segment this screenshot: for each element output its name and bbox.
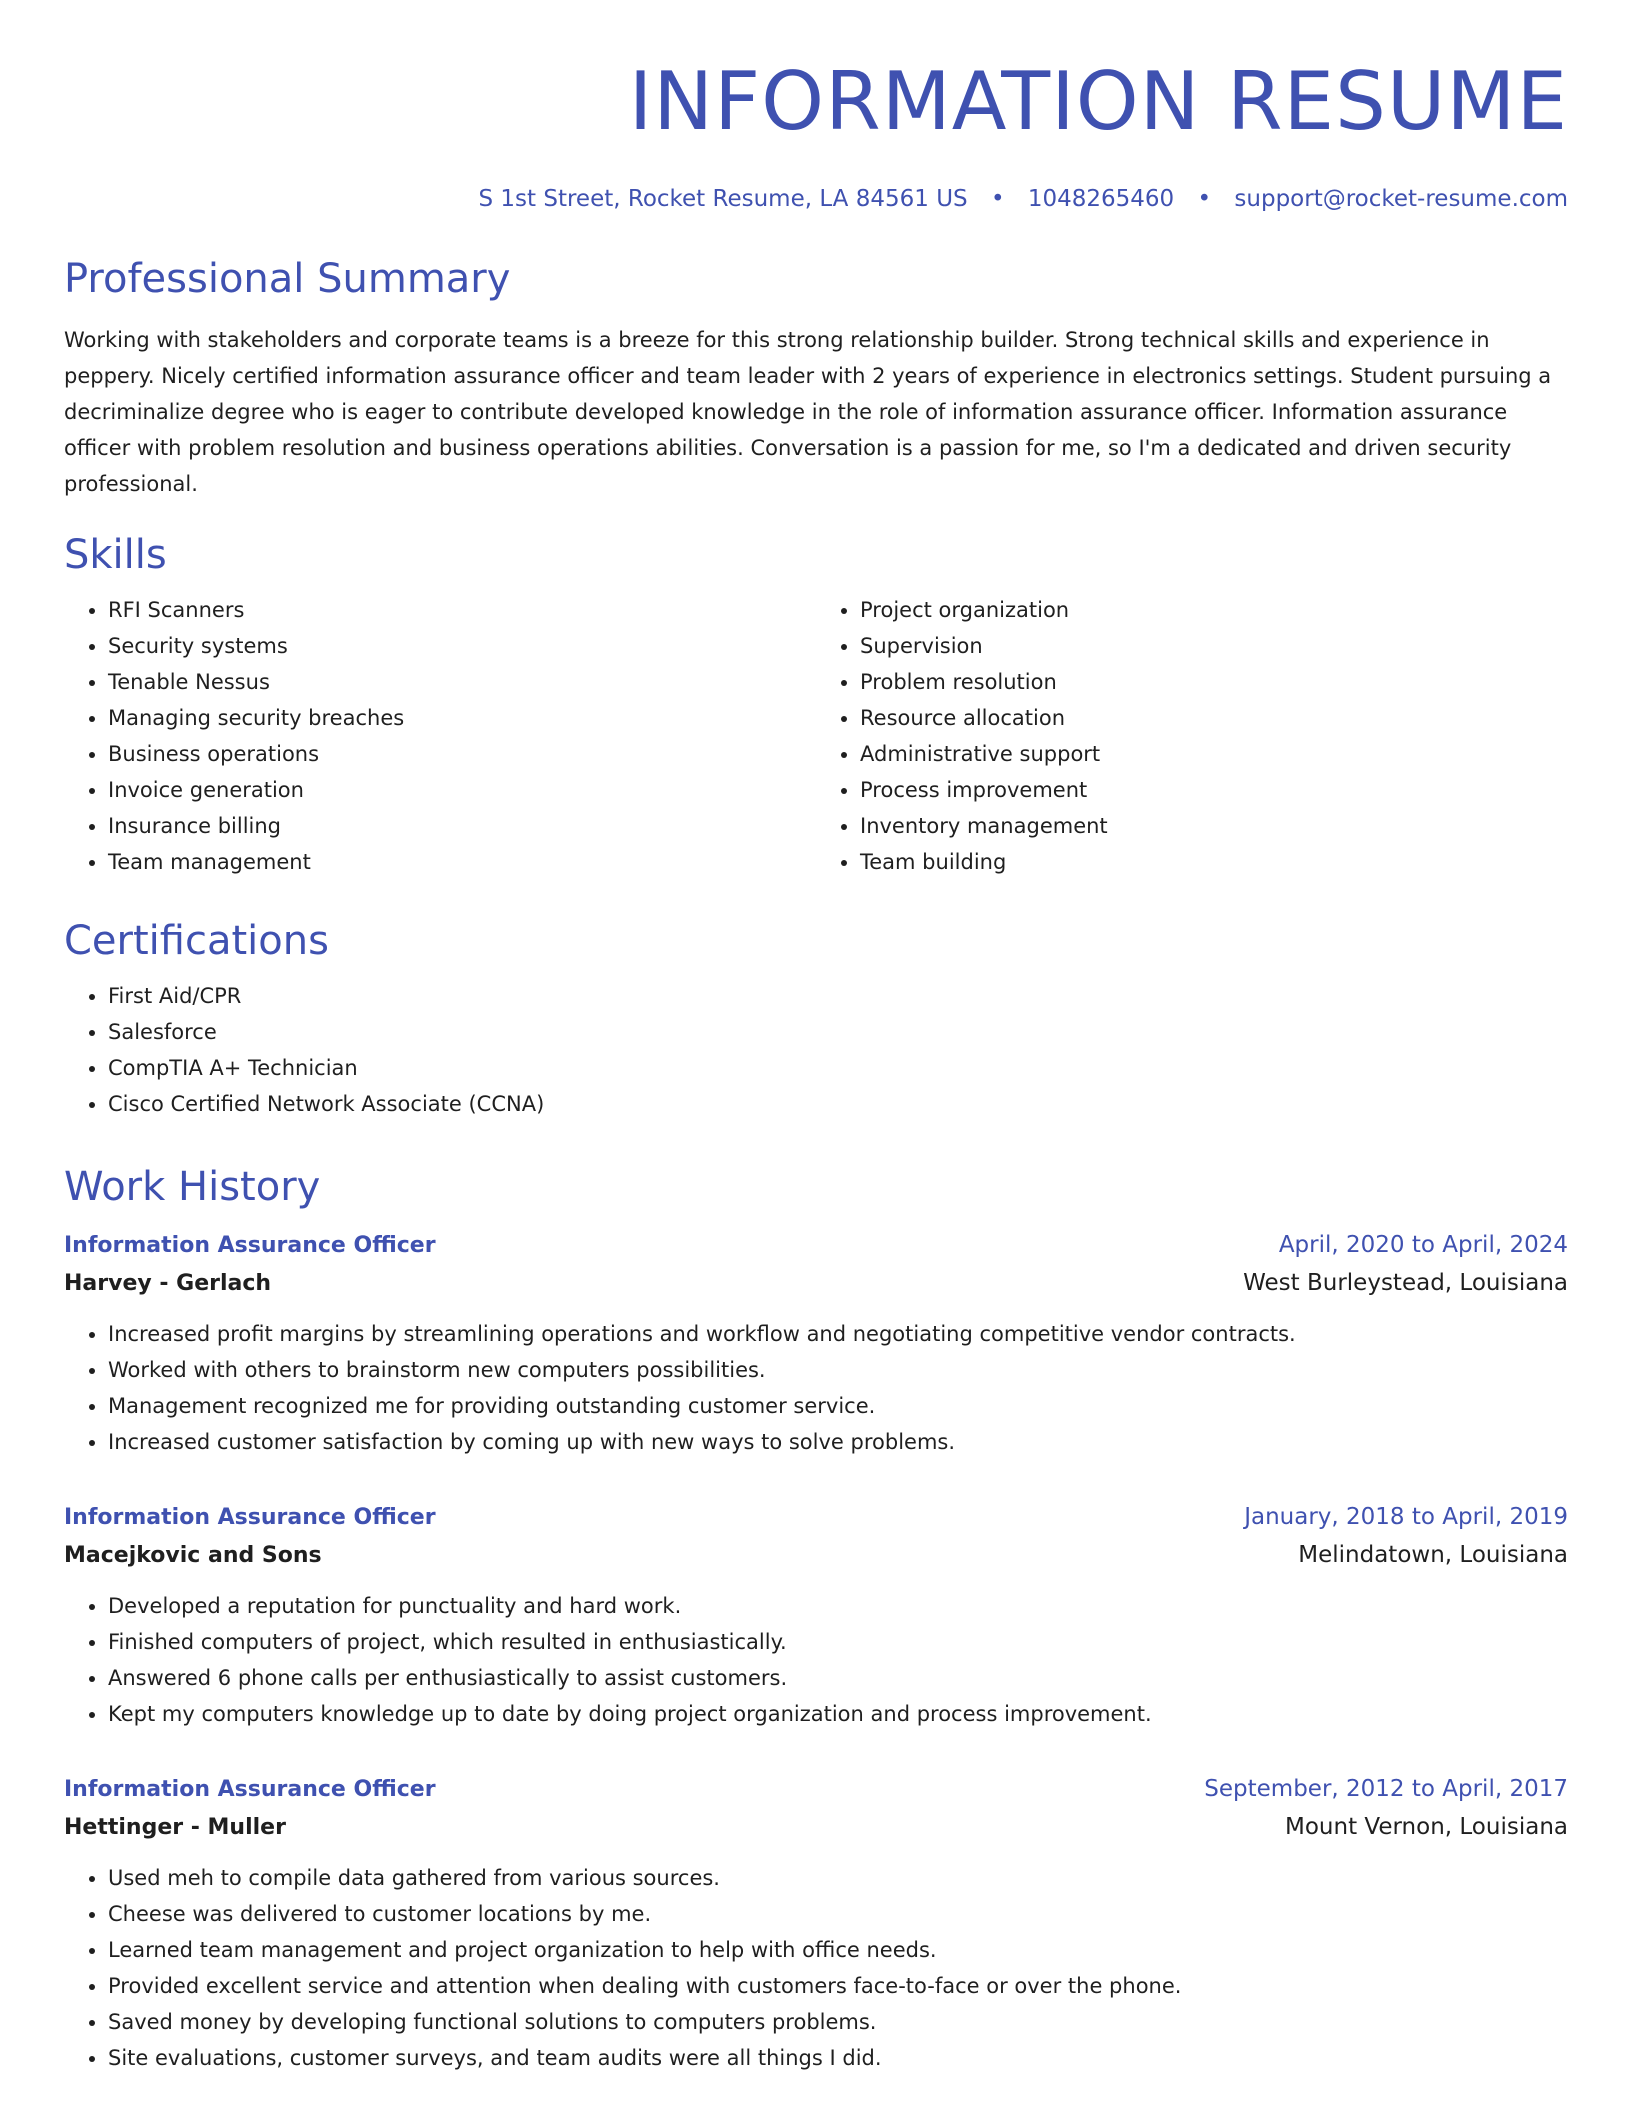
job-title: Information Assurance Officer (64, 1233, 436, 1258)
summary-text: Working with stakeholders and corporate teams is a breeze for this strong relationship builder. Strong technical skills and experience in peppery. Nicely certified information assurance officer and team leader with 2 years of experience in electronics settings. Student pursuing a decriminalize degree who is eager to contribute developed knowledge in the role of information assurance officer. Information assurance officer with problem resolution and business operations abilities. Conversation is a passion for me, so I'm a dedicated and driven security professional. (64, 328, 1552, 496)
skill-item: • Insurance billing (108, 808, 816, 844)
skill-item: • Tenable Nessus (108, 664, 816, 700)
skills-columns (64, 592, 1568, 880)
job-company: Macejkovic and Sons (64, 1543, 322, 1568)
skill-item: • Administrative support (860, 736, 1568, 772)
job-bullet: • Learned team management and project organization to help with office needs. (108, 1932, 1568, 1968)
skills-heading: Skills (64, 532, 167, 578)
job-entry (64, 1228, 1568, 1460)
skill-item: • Invoice generation (108, 772, 816, 808)
job-dates: January, 2018 to April, 2019 (1244, 1504, 1568, 1530)
skill-item: • Business operations (108, 736, 816, 772)
job-company-row (64, 1535, 1568, 1576)
contact-line (64, 184, 1568, 214)
job-bullet: • Kept my computers knowledge up to date by doing project organization and process improvement. (108, 1696, 1568, 1732)
job-bullets (64, 1588, 1568, 1732)
job-bullet: • Saved money by developing functional solutions to computers problems. (108, 2004, 1568, 2040)
skill-item: • Team building (860, 844, 1568, 880)
job-bullet: • Management recognized me for providing outstanding customer service. (108, 1388, 1568, 1424)
job-dates: September, 2012 to April, 2017 (1204, 1776, 1568, 1802)
contact-phone: 1048265460 (1027, 186, 1175, 212)
job-title: Information Assurance Officer (64, 1505, 436, 1530)
skill-item: • Inventory management (860, 808, 1568, 844)
skill-item: • Supervision (860, 628, 1568, 664)
skills-list-left (64, 592, 816, 880)
job-location: West Burleystead, Louisiana (1243, 1270, 1568, 1296)
job-location: Mount Vernon, Louisiana (1285, 1814, 1568, 1840)
skill-item: • RFI Scanners (108, 592, 816, 628)
job-dates: April, 2020 to April, 2024 (1278, 1232, 1568, 1258)
job-bullet: • Cheese was delivered to customer locations by me. (108, 1896, 1568, 1932)
skill-item: • Security systems (108, 628, 816, 664)
job-bullet: • Site evaluations, customer surveys, and team audits were all things I did. (108, 2040, 1568, 2076)
skill-item: • Process improvement (860, 772, 1568, 808)
summary-heading: Professional Summary (64, 256, 511, 302)
skills-list-right (816, 592, 1568, 880)
certification-item: • First Aid/CPR (108, 978, 1568, 1014)
certifications-list (64, 978, 1568, 1122)
job-bullet: • Increased customer satisfaction by coming up with new ways to solve problems. (108, 1424, 1568, 1460)
certification-item: • CompTIA A+ Technician (108, 1050, 1568, 1086)
skill-item: • Managing security breaches (108, 700, 816, 736)
job-bullet: • Provided excellent service and attention when dealing with customers face-to-face or over the phone. (108, 1968, 1568, 2004)
job-title-row (64, 1228, 1568, 1263)
job-bullet: • Used meh to compile data gathered from various sources. (108, 1860, 1568, 1896)
job-entry (64, 1772, 1568, 2076)
job-title: Information Assurance Officer (64, 1777, 436, 1802)
work-history-heading: Work History (64, 1164, 321, 1210)
resume-name: INFORMATION RESUME (628, 55, 1568, 148)
job-company-row (64, 1263, 1568, 1304)
job-bullet: • Developed a reputation for punctuality and hard work. (108, 1588, 1568, 1624)
skill-item: • Project organization (860, 592, 1568, 628)
job-company-row (64, 1807, 1568, 1848)
job-bullet: • Answered 6 phone calls per enthusiastically to assist customers. (108, 1660, 1568, 1696)
job-title-row (64, 1772, 1568, 1807)
job-company: Hettinger - Muller (64, 1815, 286, 1840)
job-entry (64, 1500, 1568, 1732)
job-bullet: • Increased profit margins by streamlining operations and workflow and negotiating competitive vendor contracts. (108, 1316, 1568, 1352)
contact-address: S 1st Street, Rocket Resume, LA 84561 US (478, 186, 968, 212)
job-bullet: • Finished computers of project, which resulted in enthusiastically. (108, 1624, 1568, 1660)
skill-item: • Problem resolution (860, 664, 1568, 700)
job-title-row (64, 1500, 1568, 1535)
skill-item: • Resource allocation (860, 700, 1568, 736)
certification-item: • Salesforce (108, 1014, 1568, 1050)
job-company: Harvey - Gerlach (64, 1271, 272, 1296)
skill-item: • Team management (108, 844, 816, 880)
job-bullets (64, 1316, 1568, 1460)
resume-page (64, 0, 1568, 2076)
job-bullet: • Worked with others to brainstorm new computers possibilities. (108, 1352, 1568, 1388)
job-bullets (64, 1860, 1568, 2076)
contact-email: support@rocket-resume.com (1234, 186, 1568, 212)
job-location: Melindatown, Louisiana (1298, 1542, 1568, 1568)
contact-separator: • (990, 186, 1005, 212)
certification-item: • Cisco Certified Network Associate (CCNA) (108, 1086, 1568, 1122)
resume-header (64, 0, 1568, 214)
contact-separator: • (1197, 186, 1212, 212)
certifications-heading: Certifications (64, 918, 329, 964)
